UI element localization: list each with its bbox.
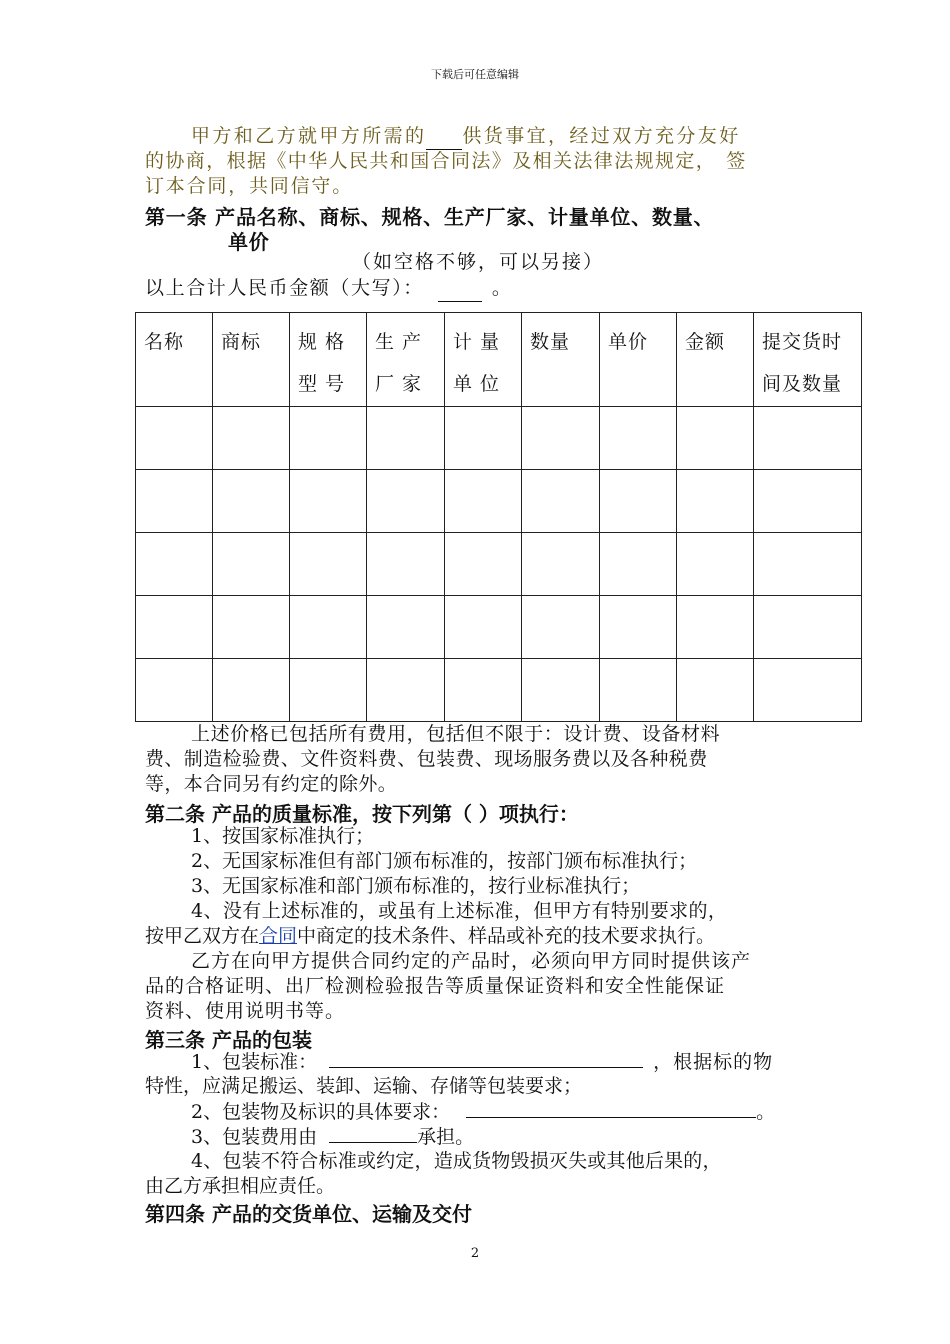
packaging-cost-after: 承担。: [417, 1126, 475, 1148]
price-note-line-2: 费、制造检验费、文件资料费、包装费、现场服务费以及各种税费: [145, 748, 708, 770]
header-cell-brand: 商标: [213, 313, 290, 407]
table-cell[interactable]: [290, 533, 367, 596]
table-cell[interactable]: [522, 659, 600, 722]
table-cell[interactable]: [445, 659, 522, 722]
item4-text-a: 按甲乙双方在: [145, 925, 260, 947]
table-cell[interactable]: [677, 470, 754, 533]
table-cell[interactable]: [290, 470, 367, 533]
article2-item-2: 2、无国家标准但有部门颁布标准的，按部门颁布标准执行；: [191, 850, 698, 872]
article3-title: 第三条 产品的包装: [145, 1028, 312, 1052]
page-number: 2: [470, 1246, 480, 1261]
table-cell[interactable]: [600, 596, 677, 659]
table-cell[interactable]: [445, 470, 522, 533]
table-cell[interactable]: [213, 659, 290, 722]
intro-part2: 供货事宜，经过双方充分友好: [462, 125, 741, 147]
table-cell[interactable]: [522, 407, 600, 470]
intro-line2-text: 的协商，根据《中华人民共和国合同法》及相关法律法规规定，: [145, 150, 717, 172]
table-cell[interactable]: [213, 407, 290, 470]
table-cell[interactable]: [367, 533, 445, 596]
table-cell[interactable]: [136, 470, 213, 533]
article3-item-1-cont: 特性，应满足搬运、装卸、运输、存储等包装要求；: [145, 1075, 583, 1097]
total-label: 以上合计人民币金额（大写）：: [145, 277, 424, 299]
packaging-standard-label: 1、包装标准：: [191, 1051, 318, 1073]
page-header: 下载后可任意编辑: [431, 68, 519, 81]
table-cell[interactable]: [754, 470, 862, 533]
contract-link[interactable]: 合同: [259, 925, 298, 947]
article3-item-4-cont: 由乙方承担相应责任。: [145, 1175, 336, 1197]
packaging-cost-blank[interactable]: [329, 1124, 417, 1143]
table-row: [136, 596, 862, 659]
table-cell[interactable]: [367, 470, 445, 533]
total-blank: [438, 276, 482, 302]
intro-line-1: [191, 124, 741, 150]
table-cell[interactable]: [522, 470, 600, 533]
table-cell[interactable]: [600, 407, 677, 470]
article2-item-3: 3、无国家标准和部门颁布标准的，按行业标准执行；: [191, 875, 641, 897]
table-cell[interactable]: [600, 533, 677, 596]
table-cell[interactable]: [445, 407, 522, 470]
table-cell[interactable]: [136, 407, 213, 470]
packaging-requirements-label: 2、包装物及标识的具体要求：: [191, 1101, 451, 1123]
article1-title: 第一条 产品名称、商标、规格、生产厂家、计量单位、数量、: [145, 205, 715, 229]
article3-item-2: [191, 1099, 775, 1125]
table-cell[interactable]: [213, 596, 290, 659]
header-cell-quantity: 数量: [522, 313, 600, 407]
table-row: [136, 470, 862, 533]
price-note-line-1: 上述价格已包括所有费用，包括但不限于：设计费、设备材料: [191, 723, 721, 745]
table-cell[interactable]: [600, 659, 677, 722]
packaging-standard-blank[interactable]: [329, 1049, 643, 1068]
table-header-row: [136, 313, 862, 407]
header-cell-spec: 规 格 型 号: [290, 313, 367, 407]
article3-item-3: [191, 1124, 474, 1150]
packaging-standard-after: ，根据标的物: [653, 1051, 774, 1073]
header-cell-delivery: 提交货时 间及数量: [754, 313, 862, 407]
article4-title: 第四条 产品的交货单位、运输及交付: [145, 1202, 472, 1226]
table-cell[interactable]: [754, 659, 862, 722]
table-row: [136, 407, 862, 470]
table-row: [136, 533, 862, 596]
intro-blank: [426, 124, 462, 150]
packaging-requirements-blank[interactable]: [466, 1099, 756, 1118]
intro-part1: 甲方和乙方就甲方所需的: [191, 125, 427, 147]
total-end: 。: [491, 277, 513, 299]
intro-line2-end: 签: [726, 150, 747, 172]
table-cell[interactable]: [754, 407, 862, 470]
table-cell[interactable]: [677, 407, 754, 470]
table-row: [136, 659, 862, 722]
header-cell-amount: 金额: [677, 313, 754, 407]
supply-line-3: 资料、使用说明书等。: [145, 1000, 346, 1022]
table-cell[interactable]: [136, 533, 213, 596]
article3-item-1: [191, 1049, 773, 1075]
table-cell[interactable]: [290, 596, 367, 659]
packaging-cost-label: 3、包装费用由: [191, 1126, 318, 1148]
table-cell[interactable]: [754, 596, 862, 659]
header-cell-price: 单价: [600, 313, 677, 407]
packaging-requirements-end: 。: [756, 1101, 776, 1123]
table-cell[interactable]: [136, 659, 213, 722]
table-cell[interactable]: [677, 596, 754, 659]
table-cell[interactable]: [677, 659, 754, 722]
supply-line-2: 品的合格证明、出厂检测检验报告等质量保证资料和安全性能保证: [145, 975, 726, 997]
article2-item-4-cont: [145, 924, 715, 949]
table-cell[interactable]: [754, 533, 862, 596]
header-cell-name: 名称: [136, 313, 213, 407]
intro-line-3: 订本合同，共同信守。: [145, 175, 354, 197]
table-cell[interactable]: [367, 659, 445, 722]
table-cell[interactable]: [522, 533, 600, 596]
table-cell[interactable]: [445, 596, 522, 659]
table-cell[interactable]: [290, 659, 367, 722]
article2-title: 第二条 产品的质量标准，按下列第（ ）项执行：: [145, 802, 579, 826]
price-note-line-3: 等，本合同另有约定的除外。: [145, 773, 398, 795]
table-cell[interactable]: [522, 596, 600, 659]
article1-total: [145, 276, 513, 302]
table-cell[interactable]: [600, 470, 677, 533]
header-cell-manufacturer: 生 产 厂 家: [367, 313, 445, 407]
table-cell[interactable]: [213, 470, 290, 533]
table-cell[interactable]: [367, 596, 445, 659]
table-cell[interactable]: [213, 533, 290, 596]
article2-item-1: 1、按国家标准执行；: [191, 825, 375, 847]
table-cell[interactable]: [367, 407, 445, 470]
intro-line-2: [145, 149, 747, 174]
table-cell[interactable]: [445, 533, 522, 596]
table-cell[interactable]: [290, 407, 367, 470]
article1-note: （如空格不够，可以另接）: [352, 251, 605, 273]
header-cell-unit: 计 量 单 位: [445, 313, 522, 407]
table-cell[interactable]: [677, 533, 754, 596]
table-cell[interactable]: [136, 596, 213, 659]
supply-line-1: 乙方在向甲方提供合同约定的产品时，必须向甲方同时提供该产: [191, 950, 752, 972]
article1-title-cont: 单价: [228, 230, 270, 254]
item4-text-b: 中商定的技术条件、样品或补充的技术要求执行。: [297, 925, 716, 947]
product-table: [135, 312, 862, 722]
article3-item-4: 4、包装不符合标准或约定，造成货物毁损灭失或其他后果的，: [191, 1150, 722, 1172]
article2-item-4: 4、没有上述标准的，或虽有上述标准，但甲方有特别要求的，: [191, 900, 728, 922]
